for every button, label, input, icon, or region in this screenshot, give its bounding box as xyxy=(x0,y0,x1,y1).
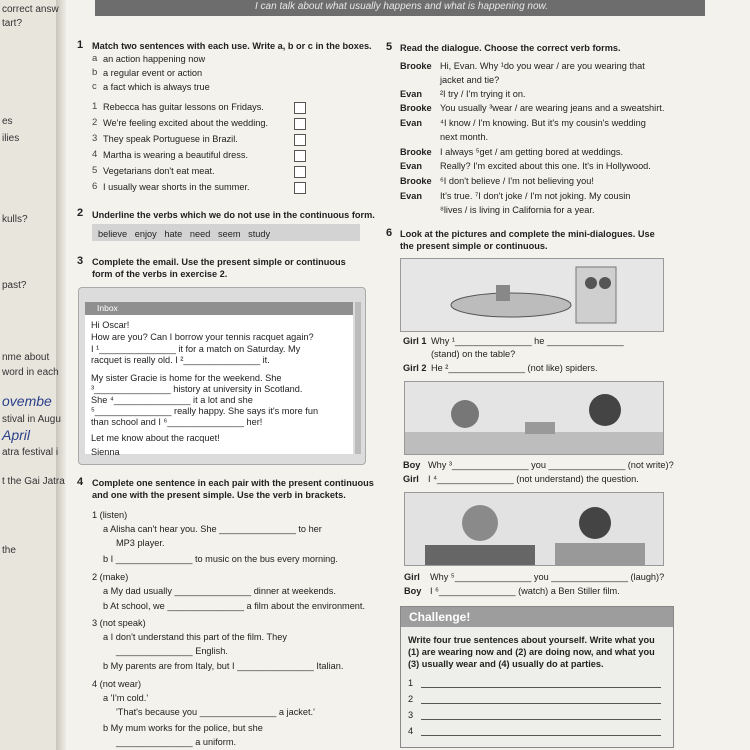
handwritten-answer: April xyxy=(2,427,31,443)
inbox-header: Inbox xyxy=(85,302,353,315)
dialogue-speaker: Evan xyxy=(400,89,422,99)
dialogue-line: Why ³_______________ you _______________ (not write)? xyxy=(428,460,674,470)
dialogue-speaker: Evan xyxy=(400,191,422,201)
ex1-item-number: 6 xyxy=(92,181,98,192)
email-window xyxy=(78,287,366,465)
ex4-line: b At school, we _______________ a film about the environment. xyxy=(103,601,366,611)
ex1-use-text: a regular event or action xyxy=(103,68,203,78)
margin-text: t the Gai Jatra xyxy=(2,476,65,487)
challenge-answer-line[interactable] xyxy=(421,735,661,736)
ex1-item-number: 2 xyxy=(92,117,98,128)
dialogue-line: It's true. ⁷I don't joke / I'm not joking. My cousin xyxy=(440,191,631,201)
dialogue-speaker: Evan xyxy=(400,161,422,171)
email-line: How are you? Can I borrow your tennis racquet again? xyxy=(91,332,314,342)
dialogue-line: ⁶I don't believe / I'm not believing you! xyxy=(440,176,594,186)
ex1-item-text: I usually wear shorts in the summer. xyxy=(103,182,250,192)
email-scrollbar[interactable] xyxy=(355,302,361,454)
answer-box[interactable] xyxy=(294,134,306,146)
word-box xyxy=(92,224,360,241)
cartoon-illustration xyxy=(405,493,663,565)
ex4-line: a 'I'm cold.' xyxy=(103,693,149,703)
dialogue-speaker: Boy xyxy=(404,586,422,596)
cartoon-illustration xyxy=(401,259,663,331)
ex1-item-number: 4 xyxy=(92,149,98,160)
dialogue-speaker: Brooke xyxy=(400,103,432,113)
ex1-item-number: 1 xyxy=(92,101,98,112)
challenge-answer-line[interactable] xyxy=(421,719,661,720)
dialogue-line: Really? I'm excited about this one. It's in Hollywood. xyxy=(440,161,651,171)
top-banner xyxy=(95,0,705,16)
ex4-line: 4 (not wear) xyxy=(92,679,142,689)
ex1-use-letter: a xyxy=(92,53,98,64)
dialogue-speaker: Girl 2 xyxy=(403,363,427,373)
challenge-title: Challenge! xyxy=(409,610,471,624)
ex6-instruction: Look at the pictures and complete the mini-dialogues. Use xyxy=(400,229,655,239)
email-line: I ¹_______________ it for a match on Saturday. My xyxy=(91,344,301,354)
email-line: Let me know about the racquet! xyxy=(91,433,220,443)
answer-box[interactable] xyxy=(294,166,306,178)
challenge-instruction: Write four true sentences about yourself. Write what you xyxy=(408,635,655,645)
dialogue-line: ⁸lives / is living in California for a year. xyxy=(440,205,595,215)
ex1-use-letter: b xyxy=(92,67,98,78)
ex6-instruction: the present simple or continuous. xyxy=(400,241,548,251)
margin-text: es xyxy=(2,116,13,127)
ex4-line: b My parents are from Italy, but I _______________ Italian. xyxy=(103,661,344,671)
ex4-line: 2 (make) xyxy=(92,572,129,582)
email-line: My sister Gracie is home for the weekend. She xyxy=(91,373,282,383)
ex3-instruction: form of the verbs in exercise 2. xyxy=(92,269,228,279)
margin-text: tart? xyxy=(2,18,23,29)
challenge-line-number: 2 xyxy=(408,694,414,704)
ex1-use-letter: c xyxy=(92,81,97,92)
dialogue-line: Hi, Evan. Why ¹do you wear / are you wearing that xyxy=(440,61,645,71)
ex4-instruction: Complete one sentence in each pair with the present continuous xyxy=(92,478,374,488)
dialogue-speaker: Brooke xyxy=(400,147,432,157)
margin-text: stival in Augu xyxy=(2,414,61,425)
dialogue-line: I always ⁵get / am getting bored at weddings. xyxy=(440,147,624,157)
answer-box[interactable] xyxy=(294,118,306,130)
email-line: than school and I ⁶_______________ her! xyxy=(91,417,263,427)
answer-box[interactable] xyxy=(294,102,306,114)
answer-box[interactable] xyxy=(294,182,306,194)
ex1-item-text: Martha is wearing a beautiful dress. xyxy=(103,150,249,160)
ex4-line: 1 (listen) xyxy=(92,510,128,520)
margin-text: atra festival i xyxy=(2,447,59,458)
dialogue-line: You usually ³wear / are wearing jeans and a sweatshirt. xyxy=(440,103,665,113)
picture-classroom-scene xyxy=(404,381,664,455)
ex4-instruction: and one with the present simple. Use the verb in brackets. xyxy=(92,490,346,500)
ex4-line: _______________ a uniform. xyxy=(116,737,237,747)
dialogue-line: He ²_______________ (not like) spiders. xyxy=(431,363,598,373)
ex4-line: 3 (not speak) xyxy=(92,618,146,628)
email-line: Hi Oscar! xyxy=(91,320,130,330)
ex2-instruction: Underline the verbs which we do not use in the continuous form. xyxy=(92,210,375,220)
ex5-number: 5 xyxy=(386,41,393,53)
word-list: believe enjoy hate need seem study xyxy=(98,229,271,239)
challenge-line-number: 1 xyxy=(408,678,414,688)
challenge-answer-line[interactable] xyxy=(421,703,661,704)
dialogue-line: Why ⁵_______________ you _______________ (laugh)? xyxy=(430,572,665,582)
ex4-line: b I _______________ to music on the bus every morning. xyxy=(103,554,338,564)
ex1-number: 1 xyxy=(77,39,84,51)
handwritten-answer: ovembe xyxy=(2,393,52,409)
picture-spider-scene xyxy=(400,258,664,332)
dialogue-speaker: Girl 1 xyxy=(403,336,427,346)
challenge-instruction: (3) usually wear and (4) usually do at parties. xyxy=(408,659,604,669)
dialogue-speaker: Girl xyxy=(404,572,420,582)
ex4-line: a My dad usually _______________ dinner at weekends. xyxy=(103,586,336,596)
dialogue-line: (stand) on the table? xyxy=(431,349,516,359)
dialogue-speaker: Evan xyxy=(400,118,422,128)
ex4-line: 'That's because you _______________ a jacket.' xyxy=(116,707,315,717)
ex4-line: a Alisha can't hear you. She _______________ to her xyxy=(103,524,322,534)
ex4-line: MP3 player. xyxy=(116,538,165,548)
challenge-answer-line[interactable] xyxy=(421,687,661,688)
ex4-line: a I don't understand this part of the film. They xyxy=(103,632,287,642)
margin-text: nme about xyxy=(2,352,50,363)
dialogue-line: jacket and tie? xyxy=(440,75,500,85)
challenge-line-number: 3 xyxy=(408,710,414,720)
ex4-line: b My mum works for the police, but she xyxy=(103,723,263,733)
ex1-use-text: a fact which is always true xyxy=(103,82,210,92)
dialogue-line: ²I try / I'm trying it on. xyxy=(440,89,526,99)
margin-text: kulls? xyxy=(2,214,28,225)
dialogue-speaker: Boy xyxy=(403,460,421,470)
ex2-number: 2 xyxy=(77,207,84,219)
margin-text: correct answ xyxy=(2,4,59,15)
ex3-number: 3 xyxy=(77,255,84,267)
email-line: ³_______________ history at university in Scotland. xyxy=(91,384,303,394)
ex4-line: _______________ English. xyxy=(116,646,228,656)
margin-text: past? xyxy=(2,280,27,291)
ex1-use-text: an action happening now xyxy=(103,54,206,64)
ex1-item-text: Rebecca has guitar lessons on Fridays. xyxy=(103,102,264,112)
ex1-item-number: 5 xyxy=(92,165,98,176)
dialogue-line: I ⁶_______________ (watch) a Ben Stiller film. xyxy=(430,586,620,596)
email-line: racquet is really old. I ²_______________ it. xyxy=(91,355,270,365)
email-line: ⁵_______________ really happy. She says it's more fun xyxy=(91,406,319,416)
dialogue-speaker: Girl xyxy=(403,474,419,484)
dialogue-line: Why ¹_______________ he _______________ xyxy=(431,336,624,346)
email-body xyxy=(85,302,353,457)
answer-box[interactable] xyxy=(294,150,306,162)
margin-text: ilies xyxy=(2,133,20,144)
ex1-instruction: Match two sentences with each use. Write a, b or c in the boxes. xyxy=(92,41,372,51)
ex1-item-number: 3 xyxy=(92,133,98,144)
ex4-number: 4 xyxy=(77,476,84,488)
ex6-number: 6 xyxy=(386,227,393,239)
dialogue-speaker: Brooke xyxy=(400,61,432,71)
challenge-instruction: (1) are wearing now and (2) are doing now, and what you xyxy=(408,647,655,657)
ex1-item-text: Vegetarians don't eat meat. xyxy=(103,166,215,176)
challenge-line-number: 4 xyxy=(408,726,414,736)
ex3-instruction: Complete the email. Use the present simple or continuous xyxy=(92,257,346,267)
dialogue-line: next month. xyxy=(440,132,489,142)
challenge-box xyxy=(400,606,674,748)
picture-laughing-scene xyxy=(404,492,664,566)
dialogue-line: I ⁴_______________ (not understand) the question. xyxy=(428,474,639,484)
email-line: She ⁴_______________ it a lot and she xyxy=(91,395,253,405)
email-line: Sienna xyxy=(91,447,120,457)
margin-text: the xyxy=(2,545,16,556)
challenge-header xyxy=(401,607,673,627)
cartoon-illustration xyxy=(405,382,663,454)
ex1-item-text: We're feeling excited about the wedding. xyxy=(103,118,269,128)
ex1-item-text: They speak Portuguese in Brazil. xyxy=(103,134,238,144)
ex5-instruction: Read the dialogue. Choose the correct verb forms. xyxy=(400,43,621,53)
margin-text: word in each xyxy=(2,367,59,378)
dialogue-speaker: Brooke xyxy=(400,176,432,186)
top-banner-text: I can talk about what usually happens and what is happening now. xyxy=(255,1,548,12)
dialogue-line: ⁴I know / I'm knowing. But it's my cousin's wedding xyxy=(440,118,646,128)
